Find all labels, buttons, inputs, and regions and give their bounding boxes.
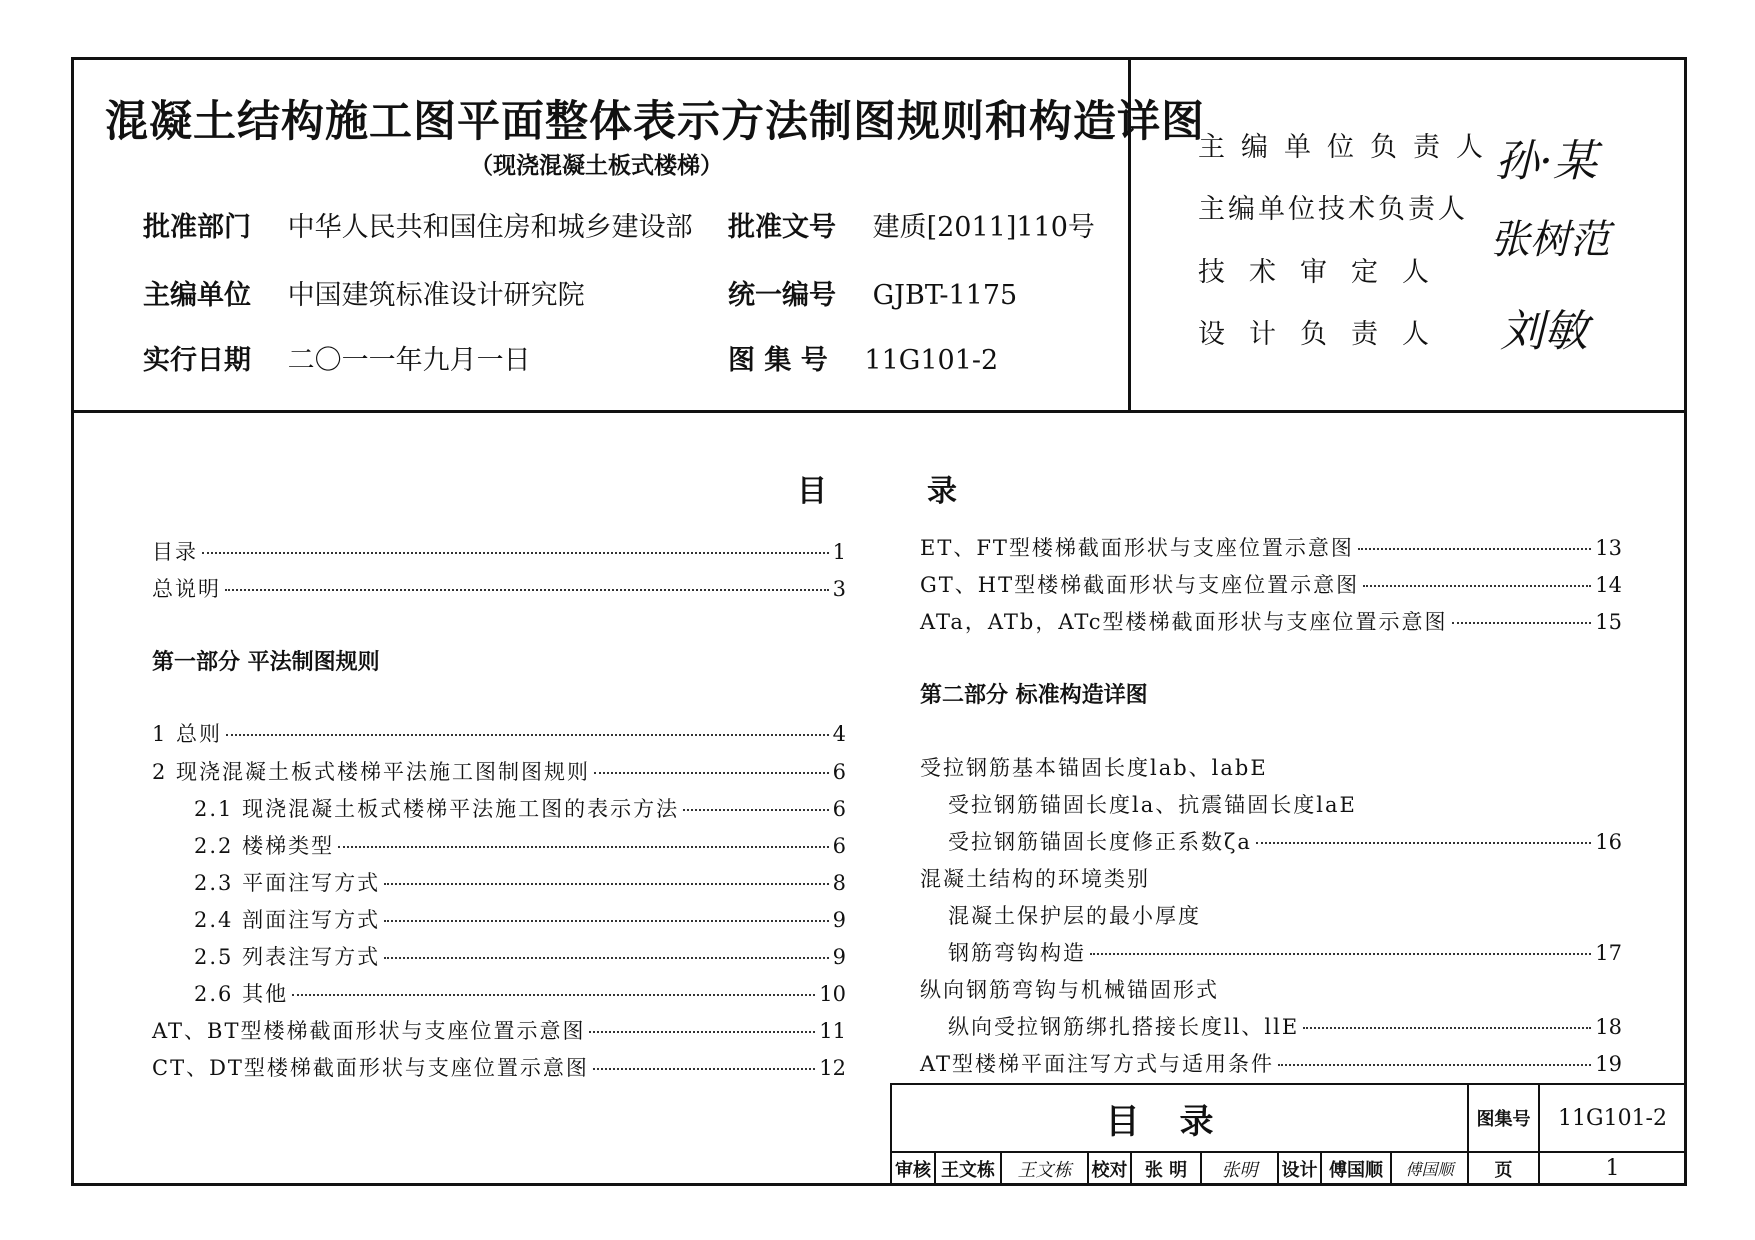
info-label: 批准部门 bbox=[143, 212, 251, 243]
title-block-name bbox=[892, 1085, 1467, 1151]
title-block-atlas-value: 11G101-2 bbox=[1558, 1105, 1667, 1131]
toc-entry-title: 混凝土结构的环境类别 bbox=[920, 867, 1150, 891]
toc-entry-page: 12 bbox=[819, 1056, 846, 1080]
toc-entry-title: 2.4 剖面注写方式 bbox=[194, 908, 381, 932]
toc-entry-page: 13 bbox=[1595, 536, 1622, 560]
toc-entry-title: ATa，ATb，ATc型楼梯截面形状与支座位置示意图 bbox=[920, 610, 1448, 634]
toc-entry-title: 2.5 列表注写方式 bbox=[194, 945, 381, 969]
toc-entry-page: 10 bbox=[819, 982, 846, 1006]
toc-entry[interactable] bbox=[920, 569, 1622, 599]
page-subtitle: （现浇混凝土板式楼梯） bbox=[470, 153, 723, 179]
toc-entry-title: 纵向钢筋弯钩与机械锚固形式 bbox=[920, 978, 1219, 1002]
toc-entry[interactable] bbox=[194, 867, 846, 897]
toc-entry[interactable] bbox=[152, 1015, 846, 1045]
toc-entry[interactable] bbox=[152, 756, 846, 786]
toc-entry[interactable] bbox=[152, 718, 846, 748]
toc-entry-title: 受拉钢筋基本锚固长度lab、labE bbox=[920, 756, 1268, 780]
toc-entry[interactable] bbox=[948, 900, 1622, 930]
toc-entry-page: 19 bbox=[1595, 1052, 1622, 1076]
signature-handwritten: 张明 bbox=[1221, 1159, 1258, 1181]
toc-entry-title: 受拉钢筋锚固长度修正系数ζa bbox=[948, 830, 1252, 854]
title-block-review-name: 王文栋 bbox=[941, 1159, 995, 1181]
signature-handwritten: 孙·某 bbox=[1495, 136, 1597, 187]
header-divider bbox=[71, 410, 1687, 413]
toc-entry-title: 总说明 bbox=[152, 577, 221, 601]
toc-entry[interactable] bbox=[194, 793, 846, 823]
toc-entry-title: 2.3 平面注写方式 bbox=[194, 871, 381, 895]
toc-entry-page: 8 bbox=[832, 871, 846, 895]
title-block-page-value: 1 bbox=[1605, 1156, 1620, 1181]
toc-entry-page: 17 bbox=[1595, 941, 1622, 965]
toc-entry[interactable] bbox=[152, 536, 846, 566]
info-row-approval-dept bbox=[143, 205, 693, 244]
toc-entry-title: 受拉钢筋锚固长度la、抗震锚固长度laE bbox=[948, 793, 1357, 817]
toc-entry[interactable] bbox=[920, 974, 1622, 1004]
toc-entry-page: 11 bbox=[819, 1019, 846, 1043]
title-block-design-name: 傅国顺 bbox=[1329, 1159, 1383, 1181]
responsible-role: 设计负责人 bbox=[1198, 319, 1453, 350]
info-row-atlas-no bbox=[728, 338, 998, 377]
toc-entry[interactable] bbox=[152, 573, 846, 603]
toc-entry[interactable] bbox=[194, 941, 846, 971]
toc-entry-title: 目录 bbox=[152, 540, 198, 564]
responsible-role: 主编单位技术负责人 bbox=[1198, 194, 1468, 225]
toc-entry-title: 2 现浇混凝土板式楼梯平法施工图制图规则 bbox=[152, 760, 591, 784]
signature-handwritten: 刘敏 bbox=[1500, 306, 1588, 357]
toc-entry-page: 9 bbox=[832, 945, 846, 969]
info-row-unified-no bbox=[728, 273, 1017, 312]
title-block bbox=[890, 1083, 1687, 1186]
toc-entry-page: 1 bbox=[832, 540, 846, 564]
responsible-role: 主编单位负责人 bbox=[1198, 132, 1499, 163]
toc-entry-page: 6 bbox=[832, 834, 846, 858]
toc-entry[interactable] bbox=[152, 1052, 846, 1082]
info-label: 图 集 号 bbox=[728, 345, 828, 376]
toc-entry-page: 6 bbox=[832, 760, 846, 784]
info-label: 主编单位 bbox=[143, 280, 251, 311]
title-block-check-label: 校对 bbox=[1091, 1159, 1128, 1181]
title-block-design-label: 设计 bbox=[1281, 1159, 1318, 1181]
toc-entry-title: 混凝土保护层的最小厚度 bbox=[948, 904, 1201, 928]
toc-entry-title: ET、FT型楼梯截面形状与支座位置示意图 bbox=[920, 536, 1354, 560]
title-block-page-label: 页 bbox=[1494, 1159, 1513, 1181]
toc-entry-title: AT、BT型楼梯截面形状与支座位置示意图 bbox=[152, 1019, 586, 1043]
toc-entry[interactable] bbox=[194, 978, 846, 1008]
toc-entry[interactable] bbox=[194, 830, 846, 860]
toc-entry-title: GT、HT型楼梯截面形状与支座位置示意图 bbox=[920, 573, 1360, 597]
toc-entry[interactable] bbox=[948, 1011, 1622, 1041]
toc-entry-page: 18 bbox=[1595, 1015, 1622, 1039]
info-value: 二〇一一年九月一日 bbox=[287, 345, 531, 376]
info-label: 批准文号 bbox=[728, 212, 836, 243]
title-block-name-text: 目录 bbox=[1105, 1101, 1254, 1142]
toc-entry-page: 4 bbox=[832, 722, 846, 746]
info-value: 中国建筑标准设计研究院 bbox=[287, 280, 585, 311]
toc-entry-page: 15 bbox=[1595, 610, 1622, 634]
toc-entry-page: 14 bbox=[1595, 573, 1622, 597]
toc-entry-page: 9 bbox=[832, 908, 846, 932]
toc-entry[interactable] bbox=[194, 904, 846, 934]
toc-section-title: 第一部分 平法制图规则 bbox=[152, 650, 380, 675]
signature-handwritten: 傅国顺 bbox=[1405, 1160, 1454, 1179]
signature-handwritten: 张树范 bbox=[1490, 217, 1610, 263]
page-title: 混凝土结构施工图平面整体表示方法制图规则和构造详图 bbox=[105, 97, 1205, 147]
toc-entry-title: 纵向受拉钢筋绑扎搭接长度ll、llE bbox=[948, 1015, 1300, 1039]
toc-entry[interactable] bbox=[948, 826, 1622, 856]
signature-handwritten: 王文栋 bbox=[1017, 1159, 1072, 1181]
info-label: 统一编号 bbox=[728, 280, 836, 311]
toc-entry[interactable] bbox=[920, 532, 1622, 562]
info-value: GJBT-1175 bbox=[872, 280, 1018, 311]
toc-entry[interactable] bbox=[948, 789, 1622, 819]
toc-entry[interactable] bbox=[920, 1048, 1622, 1078]
toc-entry-page: 16 bbox=[1595, 830, 1622, 854]
info-label: 实行日期 bbox=[143, 345, 251, 376]
info-row-effective-date bbox=[143, 338, 531, 377]
toc-entry[interactable] bbox=[948, 937, 1622, 967]
toc-entry-title: 2.1 现浇混凝土板式楼梯平法施工图的表示方法 bbox=[194, 797, 680, 821]
toc-entry-title: 2.6 其他 bbox=[194, 982, 289, 1006]
toc-entry-page: 3 bbox=[832, 577, 846, 601]
toc-entry-title: 2.2 楼梯类型 bbox=[194, 834, 335, 858]
toc-entry-title: CT、DT型楼梯截面形状与支座位置示意图 bbox=[152, 1056, 589, 1080]
toc-entry[interactable] bbox=[920, 863, 1622, 893]
responsible-role: 技术审定人 bbox=[1198, 257, 1453, 288]
toc-heading: 目录 bbox=[797, 474, 1057, 509]
info-value: 中华人民共和国住房和城乡建设部 bbox=[287, 212, 693, 243]
toc-entry-title: 1 总则 bbox=[152, 722, 223, 746]
info-row-editor-unit bbox=[143, 273, 585, 312]
toc-entry-page: 6 bbox=[832, 797, 846, 821]
toc-entry[interactable] bbox=[920, 752, 1622, 782]
title-block-atlas-label: 图集号 bbox=[1476, 1109, 1531, 1130]
toc-entry-title: 钢筋弯钩构造 bbox=[948, 941, 1086, 965]
info-value: 建质[2011]110号 bbox=[872, 212, 1095, 243]
toc-entry[interactable] bbox=[920, 606, 1622, 636]
info-value: 11G101-2 bbox=[864, 345, 999, 376]
toc-entry-title: AT型楼梯平面注写方式与适用条件 bbox=[920, 1052, 1275, 1076]
info-row-approval-no bbox=[728, 205, 1095, 244]
toc-section-title: 第二部分 标准构造详图 bbox=[920, 683, 1148, 708]
title-block-check-name: 张 明 bbox=[1144, 1159, 1188, 1181]
title-block-review-label: 审核 bbox=[895, 1159, 931, 1181]
